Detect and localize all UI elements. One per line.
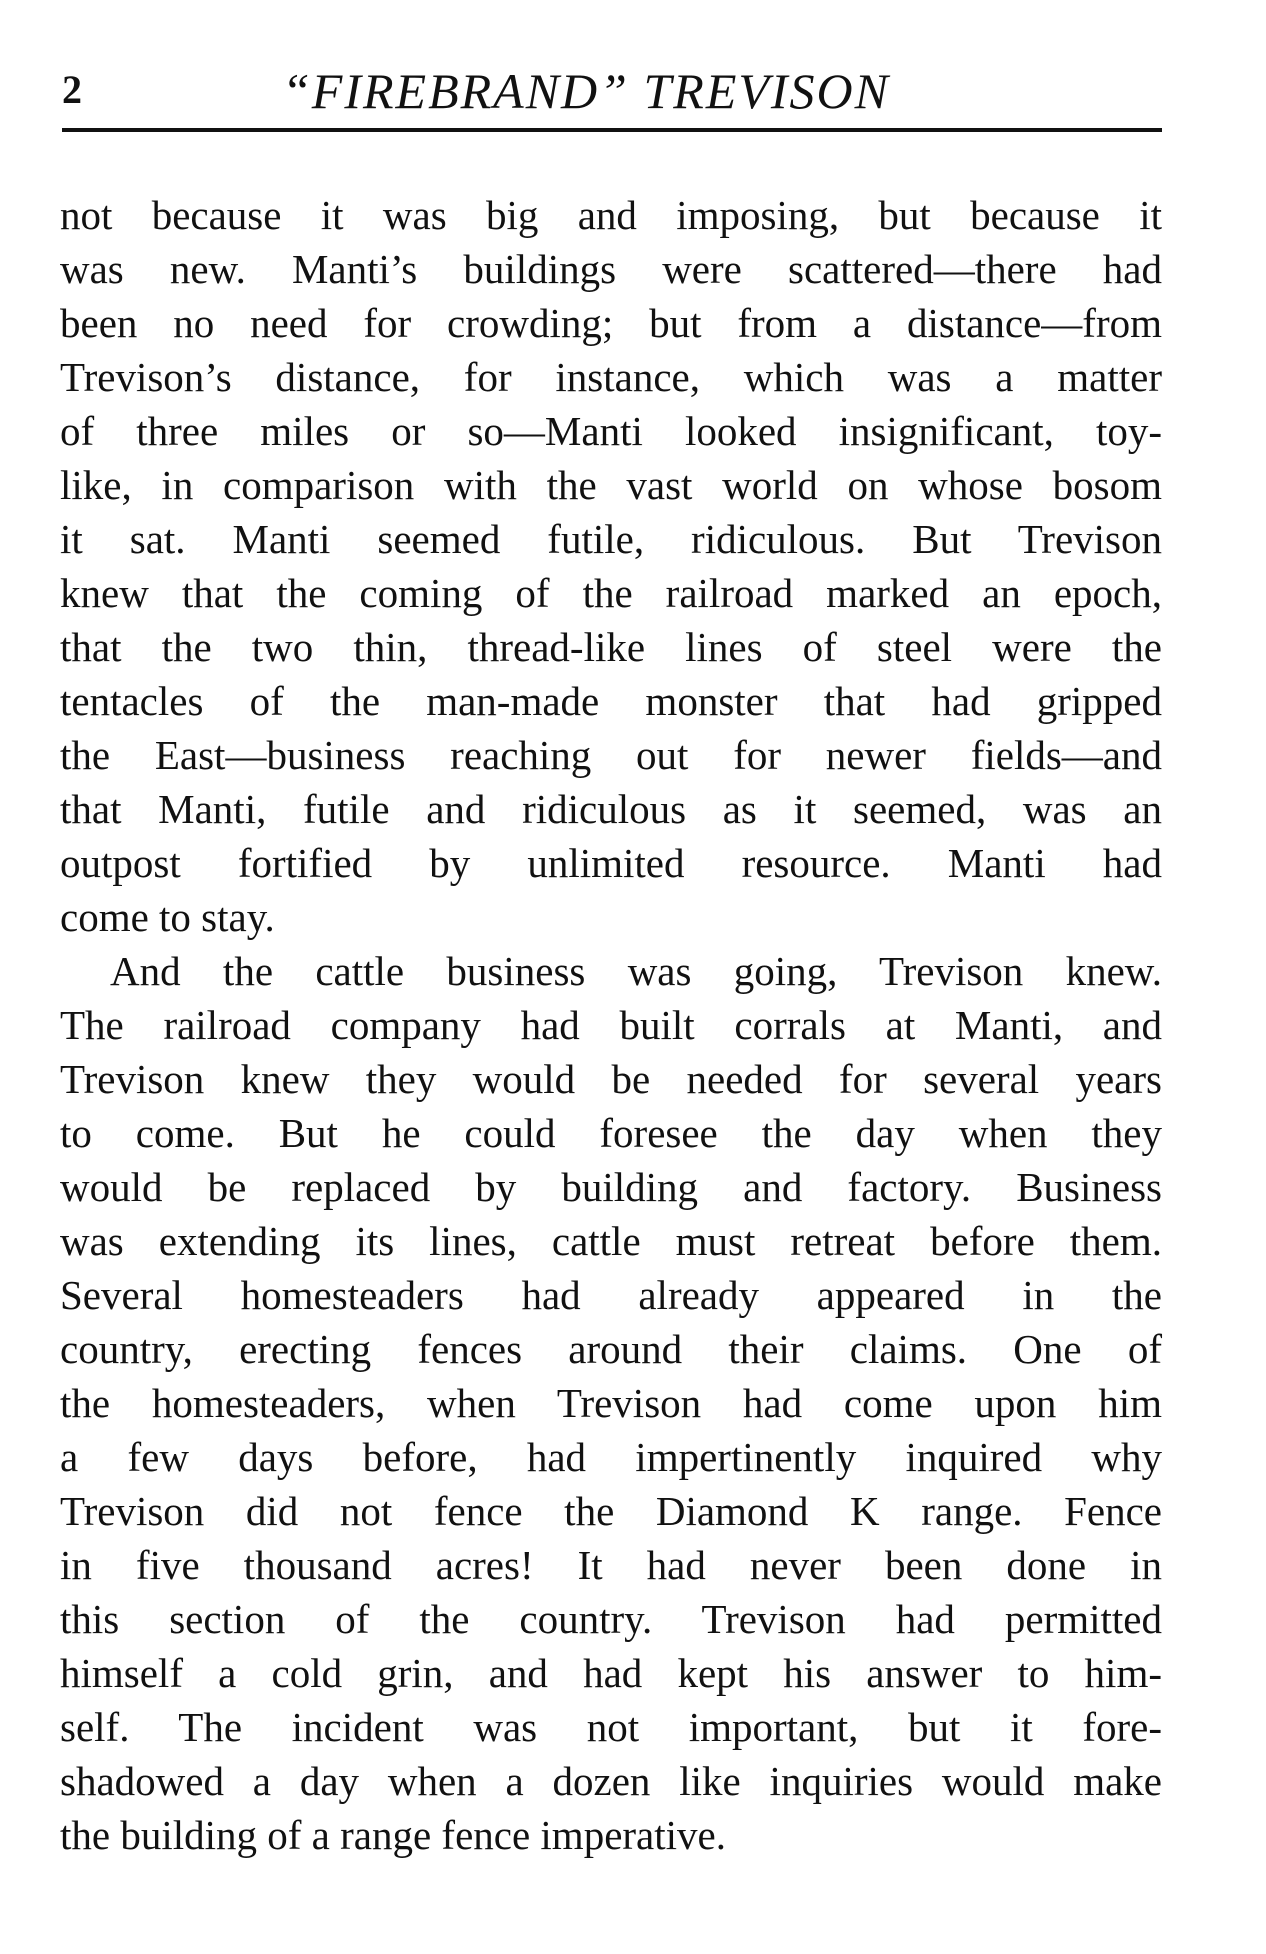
text-line: come to stay. <box>60 894 275 940</box>
text-line: Trevison knew they would be needed for several years <box>60 1056 1162 1102</box>
text-line: like, in comparison with the vast world on whose bosom <box>60 462 1162 508</box>
text-line: that Manti, futile and ridiculous as it seemed, was an <box>60 786 1162 832</box>
text-line: Trevison’s distance, for instance, which was a matter <box>60 354 1162 400</box>
running-title: “FIREBRAND” TREVISON <box>282 63 891 119</box>
text-line: Trevison did not fence the Diamond K range. Fence <box>60 1488 1162 1534</box>
text-line: not because it was big and imposing, but because it <box>60 192 1162 238</box>
text-line: himself a cold grin, and had kept his answer to him- <box>60 1650 1162 1696</box>
text-line: outpost fortified by unlimited resource. Manti had <box>60 840 1162 886</box>
text-line: country, erecting fences around their claims. One of <box>60 1326 1162 1372</box>
header-rule <box>62 128 1162 132</box>
text-line: would be replaced by building and factory. Business <box>60 1164 1162 1210</box>
text-line: a few days before, had impertinently inquired why <box>60 1434 1162 1480</box>
page-number: 2 <box>62 67 82 112</box>
running-head <box>62 62 1162 126</box>
text-line: shadowed a day when a dozen like inquiries would make <box>60 1758 1162 1804</box>
text-line: the building of a range fence imperative. <box>60 1812 726 1858</box>
text-line: The railroad company had built corrals at Manti, and <box>60 1002 1162 1048</box>
text-line: self. The incident was not important, but it fore- <box>60 1704 1162 1750</box>
text-line: it sat. Manti seemed futile, ridiculous. But Trevison <box>60 516 1162 562</box>
text-line: was extending its lines, cattle must retreat before them. <box>60 1218 1162 1264</box>
text-line: of three miles or so—Manti looked insignificant, toy- <box>60 408 1162 454</box>
text-line: in five thousand acres! It had never been done in <box>60 1542 1162 1588</box>
text-line: And the cattle business was going, Trevison knew. <box>110 948 1162 994</box>
paragraph-1 <box>60 188 1162 944</box>
text-line: been no need for crowding; but from a distance—from <box>60 300 1162 346</box>
text-line: was new. Manti’s buildings were scattered—there had <box>60 246 1162 292</box>
text-line: the homesteaders, when Trevison had come upon him <box>60 1380 1162 1426</box>
body-text <box>60 188 1162 1862</box>
text-line: tentacles of the man-made monster that had gripped <box>60 678 1162 724</box>
text-line: to come. But he could foresee the day when they <box>60 1110 1162 1156</box>
text-line: the East—business reaching out for newer fields—and <box>60 732 1162 778</box>
text-line: this section of the country. Trevison had permitted <box>60 1596 1162 1642</box>
paragraph-2 <box>60 944 1162 1862</box>
text-line: Several homesteaders had already appeared in the <box>60 1272 1162 1318</box>
text-line: knew that the coming of the railroad marked an epoch, <box>60 570 1162 616</box>
text-line: that the two thin, thread-like lines of steel were the <box>60 624 1162 670</box>
